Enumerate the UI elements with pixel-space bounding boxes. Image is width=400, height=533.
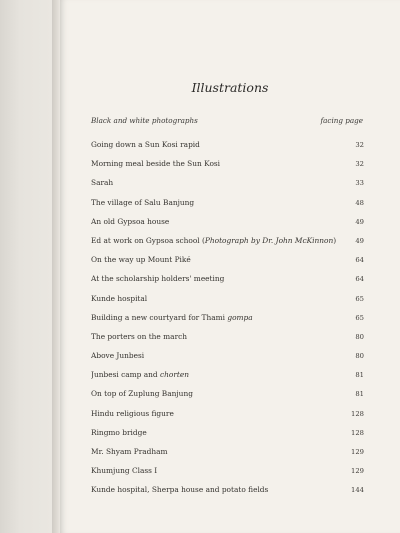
list-item: [91, 428, 364, 447]
list-item: [91, 178, 364, 197]
facing-page-number: 80: [355, 352, 364, 361]
facing-page-number: 64: [355, 275, 364, 284]
column-header-pages: facing page: [320, 116, 363, 125]
list-item: [91, 313, 364, 332]
illustration-caption: [91, 198, 194, 207]
facing-page-number: 32: [355, 160, 364, 169]
caption-text: The village of Salu Banjung: [91, 197, 195, 207]
illustration-caption: [91, 255, 191, 264]
facing-page-number: 129: [351, 448, 364, 456]
caption-text: Junbesi camp and: [91, 370, 160, 380]
facing-page-number: 48: [355, 198, 364, 207]
illustration-caption: [91, 178, 113, 187]
illustration-caption: [91, 370, 189, 379]
facing-page-number: 32: [355, 141, 364, 149]
list-item: [91, 351, 364, 370]
column-header-captions: Black and white photographs: [91, 116, 198, 125]
caption-text: The porters on the march: [91, 331, 188, 341]
caption-end-text: ): [333, 235, 337, 245]
illustration-caption: [91, 351, 144, 360]
list-item: [91, 370, 364, 389]
list-item: [91, 466, 364, 485]
caption-text: Kunde hospital, Sherpa house and potato fields: [91, 485, 269, 495]
facing-page-number: 81: [355, 390, 364, 399]
list-item: [91, 274, 364, 293]
caption-text: At the scholarship holders' meeting: [91, 274, 225, 284]
facing-page-number: 49: [355, 236, 364, 245]
illustration-caption: [91, 159, 220, 168]
illustration-caption: [91, 140, 200, 149]
illustration-caption: [91, 294, 147, 303]
facing-page-number: 81: [355, 371, 364, 380]
list-item: [91, 294, 364, 313]
caption-text: Above Junbesi: [91, 351, 145, 361]
facing-page-number: 33: [355, 179, 364, 188]
illustration-caption: [91, 428, 147, 437]
caption-text: Morning meal beside the Sun Kosi: [91, 159, 221, 169]
list-item: [91, 389, 364, 408]
facing-page-number: 129: [351, 467, 364, 476]
list-item: [91, 255, 364, 274]
caption-text: Ed at work on Gypsoa school (: [91, 235, 205, 245]
illustration-caption: [91, 313, 253, 322]
caption-italic-text: gompa: [227, 312, 253, 322]
caption-text: Kunde hospital: [91, 293, 148, 303]
illustration-caption: [91, 485, 268, 494]
caption-text: Sarah: [91, 178, 114, 188]
illustration-caption: [91, 466, 157, 475]
column-headers: [91, 116, 363, 125]
caption-text: Ringmo bridge: [91, 427, 147, 437]
caption-italic-text: Photograph by Dr. John McKinnon: [204, 235, 334, 245]
caption-text: Mr. Shyam Pradham: [91, 447, 168, 456]
facing-page-number: 64: [355, 256, 364, 265]
list-item: [91, 332, 364, 351]
illustration-caption: [91, 274, 224, 283]
caption-italic-text: chorten: [159, 370, 189, 380]
illustration-caption: [91, 217, 169, 226]
illustration-caption: [91, 409, 174, 418]
caption-text: Going down a Sun Kosi rapid: [91, 140, 200, 149]
list-item: [91, 217, 364, 236]
list-item: [91, 236, 364, 255]
facing-page-number: 128: [351, 428, 364, 437]
facing-page-number: 65: [355, 294, 364, 303]
list-item: [91, 140, 364, 159]
illustration-caption: [91, 236, 336, 245]
caption-text: On top of Zuplung Banjung: [91, 389, 193, 399]
illustration-caption: [91, 447, 168, 456]
facing-page-number: 128: [351, 409, 364, 418]
list-item: [91, 409, 364, 428]
facing-page-number: 80: [355, 332, 364, 341]
illustration-caption: [91, 389, 193, 398]
caption-text: Khumjung Class I: [91, 466, 158, 476]
list-item: [91, 447, 364, 466]
section-title: Illustrations: [191, 80, 269, 95]
illustrations-list: [91, 140, 364, 505]
facing-page-number: 65: [355, 313, 364, 322]
caption-text: Building a new courtyard for Thami: [91, 312, 228, 322]
list-item: [91, 159, 364, 178]
facing-page-number: 144: [351, 486, 364, 495]
facing-page-number: 49: [355, 217, 364, 226]
caption-text: On the way up Mount Piké: [91, 255, 191, 265]
illustration-caption: [91, 332, 187, 341]
list-item: [91, 485, 364, 504]
caption-text: An old Gypsoa house: [91, 216, 170, 226]
list-item: [91, 198, 364, 217]
book-page: [60, 0, 400, 533]
caption-text: Hindu religious figure: [91, 408, 174, 418]
